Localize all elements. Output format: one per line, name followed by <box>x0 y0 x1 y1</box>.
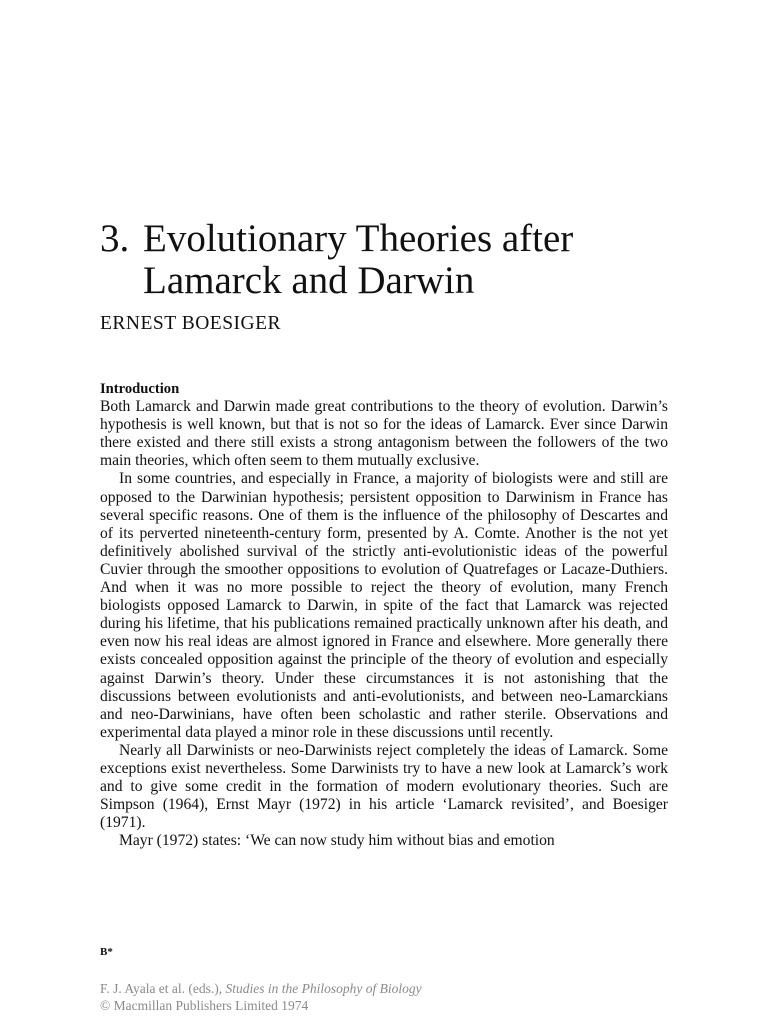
paragraph-1: Both Lamarck and Darwin made great contributions to the theory of evolution. Darwin’s hypothesis is well known, but that is not so for the ideas of Lamarck. Ever since Darwin there existed and there still exists a strong antagonism between the followers of the two main theories, which often seem to them mutually exclusive. <box>100 398 668 470</box>
footer-book-title: Studies in the Philosophy of Biology <box>225 981 422 996</box>
paragraph-3: Nearly all Darwinists or neo-Darwinists reject completely the ideas of Lamarck. Some exceptions exist nevertheless. Some Darwinists try to have a new look at Lamarck’s work and to give some credit in the formation of modern evolutionary theories. Such are Simpson (1964), Ernst Mayr (1972) in his article ‘Lamarck revisited’, and Boesiger (1971). <box>100 741 668 832</box>
chapter-number: 3. <box>100 217 130 260</box>
chapter-title <box>100 218 700 302</box>
section-heading: Introduction <box>100 381 180 397</box>
paragraph-2: In some countries, and especially in France, a majority of biologists were and still are opposed to the Darwinian hypothesis; persistent opposition to Darwinism in France has several specific reasons. One of them is the influence of the philosophy of Descartes and of its perverted nineteenth-century form, presented by A. Comte. Another is the not yet definitively abolished survival of the strictly anti-evolutionistic ideas of the powerful Cuvier through the smoother oppositions to evolution of Quatrefages or Lacaze-Duthiers. And when it was no more possible to reject the theory of evolution, many French biologists opposed Lamarck to Darwin, in spite of the fact that Lamarck was rejected during his lifetime, that his publications remained practically unknown after his death, and even now his real ideas are almost ignored in France and elsewhere. More generally there exists concealed opposition against the principle of the theory of evolution and especially against Darwin’s theory. Under these circumstances it is not astonishing that the discussions between evolutionists and anti-evolutionists, and between neo-Lamarckians and neo-Darwinians, have often been scholastic and rather sterile. Observations and experimental data played a minor role in these discussions until recently. <box>100 470 668 741</box>
signature-mark: B* <box>100 946 113 958</box>
author-name: ERNEST BOESIGER <box>100 313 282 334</box>
footer-line-1 <box>100 980 422 997</box>
body-text <box>100 380 668 850</box>
paragraph-4: Mayr (1972) states: ‘We can now study him without bias and emotion <box>119 832 555 850</box>
footer-copyright: © Macmillan Publishers Limited 1974 <box>100 998 309 1013</box>
footer-citation <box>100 980 422 1014</box>
chapter-title-line-2: Lamarck and Darwin <box>143 259 475 302</box>
chapter-title-line-1: Evolutionary Theories after <box>143 217 574 260</box>
footer-editors: F. J. Ayala et al. (eds.), <box>100 981 226 996</box>
